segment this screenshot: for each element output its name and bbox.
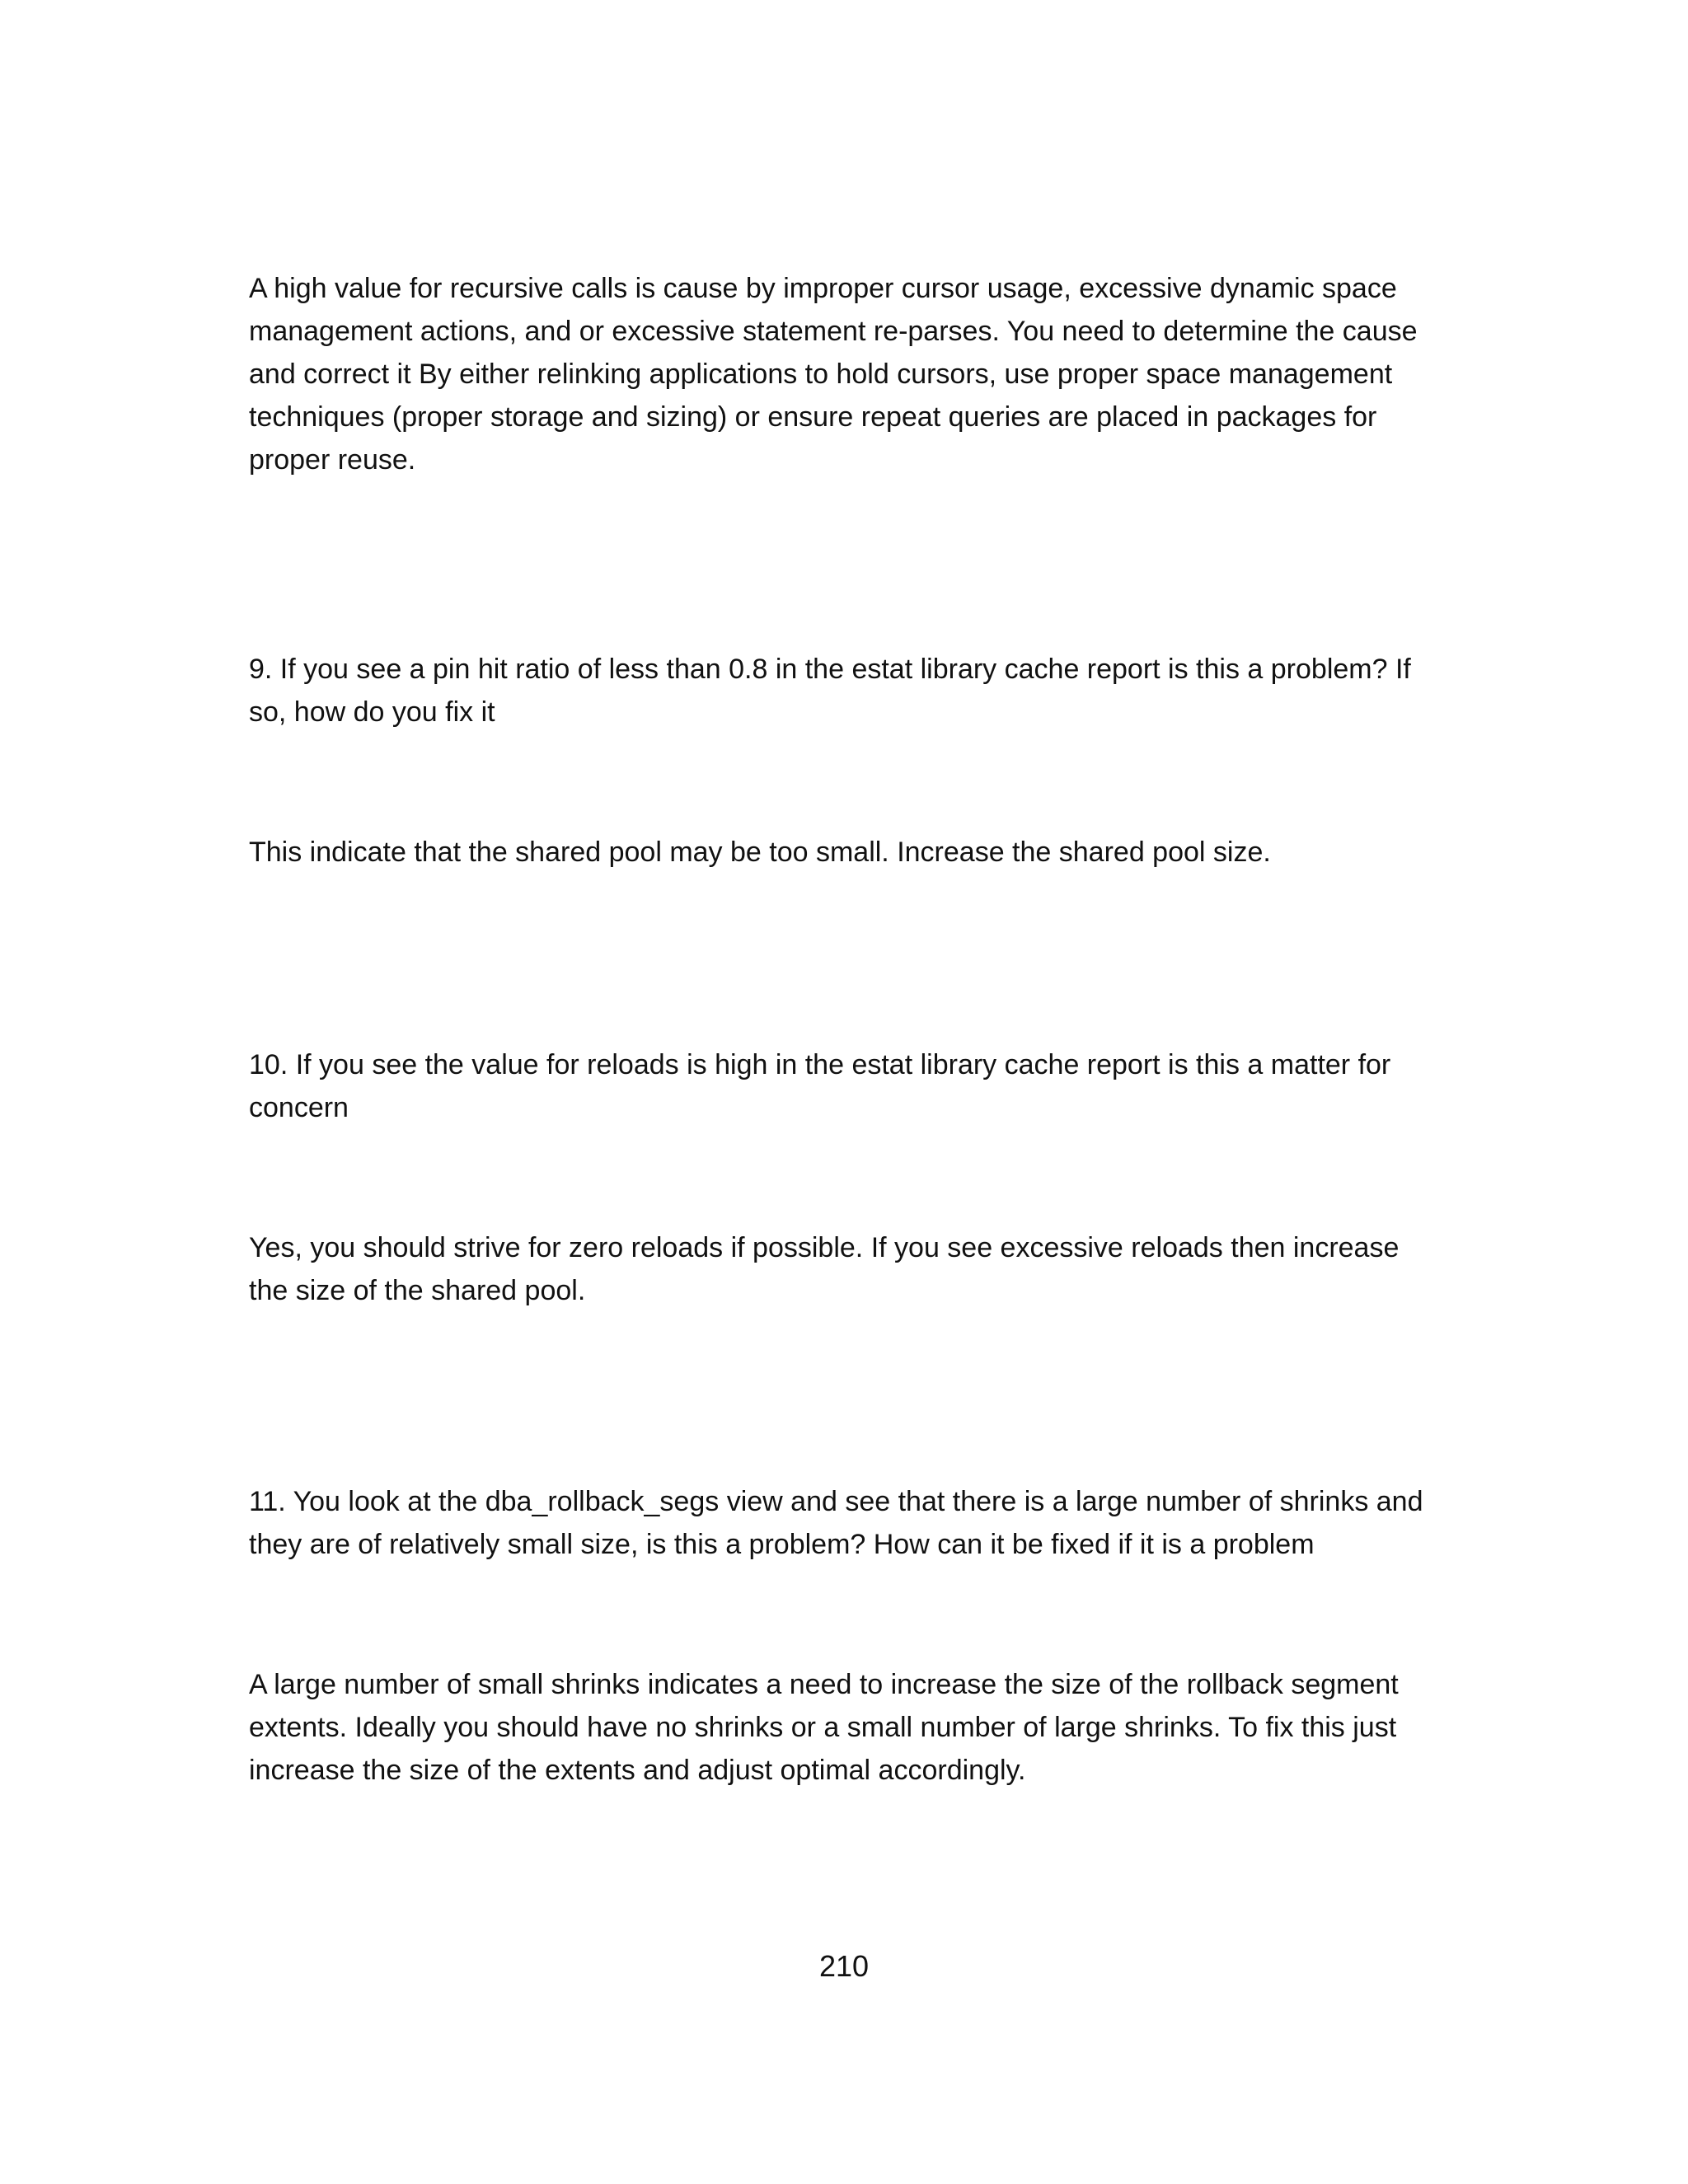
answer-9: This indicate that the shared pool may be too small. Increase the shared pool size. [249, 837, 1271, 868]
page-number: 210 [818, 1949, 870, 1983]
question-11: 11. You look at the dba_rollback_segs view and see that there is a large number of shrinks and they are of relatively small size, is this a problem? How can it be fixed if it is a problem [249, 1486, 1423, 1560]
question-9: 9. If you see a pin hit ratio of less than 0.8 in the estat library cache report is this a problem? If so, how do you fix it [249, 654, 1411, 728]
answer-10: Yes, you should strive for zero reloads if possible. If you see excessive reloads then increase the size of the shared pool. [249, 1232, 1400, 1306]
paragraph-recursive-calls: A high value for recursive calls is cause by improper cursor usage, excessive dynamic space management actions, and or excessive statement re-parses. You need to determine the cause and correct it By either relinking applications to hold cursors, use proper space management techniques (proper storage and sizing) or ensure repeat queries are placed in packages for proper reuse. [249, 273, 1418, 476]
answer-11: A large number of small shrinks indicates a need to increase the size of the rollback segment extents. Ideally you should have no shrinks or a small number of large shrinks. To fix this just increase the size of the extents and adjust optimal accordingly. [249, 1669, 1399, 1786]
question-10: 10. If you see the value for reloads is high in the estat library cache report is this a matter for concern [249, 1049, 1391, 1123]
